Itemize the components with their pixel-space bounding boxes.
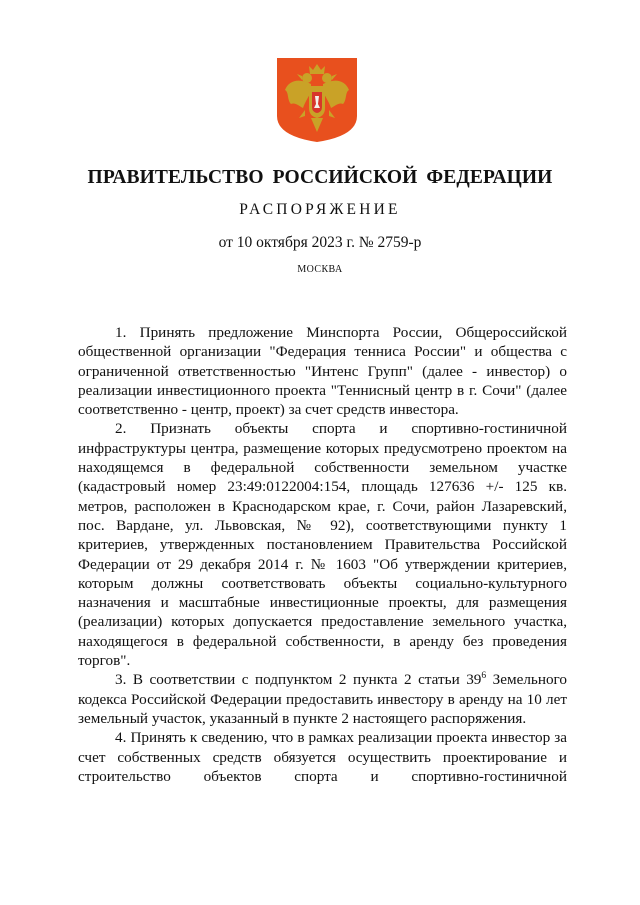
paragraph-3-start: 3. В соответствии с подпунктом 2 пункта 2 статьи 39 [115, 671, 482, 689]
paragraph-3-end: Земельного кодекса Российской Федерации предоставить инвестору в аренду на 10 лет земельный участок, указанный в пункте 2 настоящего распоряжения. [78, 671, 567, 727]
document-title: ПРАВИТЕЛЬСТВО РОССИЙСКОЙ ФЕДЕРАЦИИ [87, 167, 553, 188]
document-type: РАСПОРЯЖЕНИЕ [239, 201, 401, 218]
coat-of-arms-icon [275, 56, 359, 144]
document-city: МОСКВА [297, 264, 343, 275]
paragraph-3 [78, 670, 567, 728]
paragraph-1: 1. Принять предложение Минспорта России, Общероссийской общественной организации "Федерация тенниса России" и общества с ограниченной ответственностью "Интенс Групп" (далее - инвестор) о реализации инвестиционного проекта "Теннисный центр в г. Сочи" (далее соответственно - центр, проект) за счет средств инвестора. [78, 324, 567, 419]
article-superscript: 6 [481, 671, 487, 682]
paragraph-4: 4. Принять к сведению, что в рамках реализации проекта инвестор за счет собственных средств обязуется осуществить проектирование и строительство объектов спорта и спортивно-гостиничной [78, 729, 567, 785]
document-body [78, 323, 567, 786]
paragraph-2: 2. Признать объекты спорта и спортивно-гостиничной инфраструктуры центра, размещение которых предусмотрено проектом на находящемся в федеральной собственности земельном участке (кадастровый номер 23:49:0122004:154, площадь 127636 +/- 125 кв. метров, расположен в Краснодарском крае, г. Сочи, район Лазаревский, пос. Вардане, ул. Львовская, № 92), соответствующими пункту 1 критериев, утвержденных постановлением Правительства Российской Федерации от 29 декабря 2014 г. № 1603 "Об утверждении критериев, которым должны соответствовать объекты социально-культурного назначения и масштабные инвестиционные проекты, для размещения (реализации) которых допускается предоставление земельного участка, находящегося в федеральной собственности, в аренду без проведения торгов". [78, 420, 567, 670]
document-date-number: от 10 октября 2023 г. № 2759-р [218, 234, 422, 251]
